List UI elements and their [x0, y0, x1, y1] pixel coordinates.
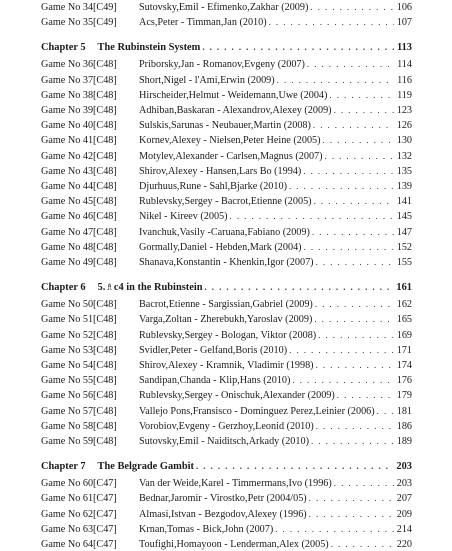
- game-title: Toufighi,Homayoon - Lenderman,Alex (2005): [139, 539, 329, 550]
- page-number: 214: [396, 523, 412, 535]
- eco-code: [C48]: [93, 89, 117, 101]
- game-entry: [41, 1, 412, 13]
- game-entry: [41, 241, 412, 253]
- eco-code: [C48]: [93, 74, 117, 86]
- game-number: Game No 58: [41, 420, 94, 432]
- game-number: Game No 44: [41, 181, 94, 192]
- page-number: 203: [396, 461, 412, 473]
- game-title: Nikel - Kireev (2005): [139, 211, 228, 223]
- chapter-heading: [41, 41, 412, 53]
- game-entry: [41, 420, 412, 432]
- game-number: Game No 60: [41, 478, 94, 490]
- page-number: 181: [396, 405, 412, 417]
- page-number: 161: [396, 282, 412, 294]
- game-title: Sutovsky,Emil - Efimenko,Zakhar (2009): [139, 2, 309, 13]
- game-entry: [41, 492, 412, 504]
- page-number: 126: [396, 120, 412, 132]
- game-title: Sulskis,Sarunas - Neubauer,Martin (2008): [139, 120, 311, 132]
- game-number: Game No 57: [41, 405, 94, 417]
- game-title: Rublevsky,Sergey - Onischuk,Alexander (2009): [139, 390, 335, 402]
- game-number: Game No 62: [41, 508, 94, 520]
- page-number: 203: [396, 478, 412, 490]
- leader-dots: [315, 298, 394, 310]
- eco-code: [C49]: [93, 17, 117, 29]
- eco-code: [C47]: [93, 493, 117, 505]
- game-number: Game No 52: [41, 329, 94, 341]
- game-number: Game No 34: [41, 2, 94, 13]
- game-entry: [41, 195, 412, 207]
- eco-code: [C48]: [93, 299, 117, 311]
- page-number: 116: [397, 74, 412, 86]
- page-number: 220: [396, 539, 412, 550]
- leader-dots: [312, 226, 394, 238]
- chapter-heading: [41, 460, 412, 472]
- game-number: Game No 37: [41, 74, 94, 86]
- eco-code: [C48]: [93, 257, 117, 268]
- game-entry: [41, 538, 412, 550]
- leader-dots: [289, 180, 394, 192]
- leader-dots: [334, 104, 394, 116]
- chapter-title: 5.♗c4 in the Rubinstein: [97, 282, 203, 294]
- leader-dots: [323, 134, 394, 146]
- eco-code: [C48]: [93, 105, 117, 116]
- leader-dots: [309, 508, 394, 520]
- game-entry: [41, 344, 412, 356]
- game-entry: [41, 165, 412, 177]
- eco-code: [C48]: [93, 120, 117, 132]
- game-entry: [41, 89, 412, 101]
- chapter-title: The Belgrade Gambit: [97, 461, 194, 473]
- game-number: Game No 36: [41, 59, 94, 71]
- eco-code: [C48]: [93, 329, 117, 341]
- game-number: Game No 64: [41, 539, 94, 550]
- game-title: Djurhuus,Rune - Sahl,Bjarke (2010): [139, 181, 287, 192]
- page-number: 141: [396, 196, 412, 208]
- page-number: 176: [396, 375, 412, 387]
- game-number: Game No 35: [41, 17, 94, 29]
- leader-dots: [377, 405, 394, 417]
- page-number: 155: [396, 257, 412, 268]
- game-title: Acs,Peter - Timman,Jan (2010): [139, 17, 267, 29]
- eco-code: [C48]: [93, 150, 117, 162]
- leader-dots: [316, 420, 394, 432]
- eco-code: [C48]: [93, 165, 117, 177]
- game-number: Game No 49: [41, 257, 94, 268]
- game-title: Sutovsky,Emil - Naiditsch,Arkady (2010): [139, 436, 309, 447]
- game-title: Vallejo Pons,Fransisco - Dominguez Perez,Leinier (2006): [139, 405, 375, 417]
- leader-dots: [331, 538, 394, 550]
- game-title: Vorobiov,Evgeny - Gerzhoy,Leonid (2010): [139, 420, 314, 432]
- game-entry: [41, 313, 412, 325]
- game-number: Game No 50: [41, 299, 94, 311]
- page-number: 171: [396, 344, 412, 356]
- eco-code: [C48]: [93, 241, 117, 253]
- game-title: Short,Nigel - l'Ami,Erwin (2009): [139, 74, 275, 86]
- leader-dots: [196, 460, 393, 472]
- game-title: Ivanchuk,Vasily -Caruana,Fabiano (2009): [139, 226, 310, 238]
- eco-code: [C48]: [93, 360, 117, 371]
- game-number: Game No 63: [41, 523, 94, 535]
- page-number: 114: [397, 59, 412, 71]
- page-number: 179: [396, 390, 412, 402]
- page-number: 169: [396, 329, 412, 341]
- eco-code: [C47]: [93, 478, 117, 490]
- eco-code: [C48]: [93, 420, 117, 432]
- game-number: Game No 47: [41, 226, 94, 238]
- eco-code: [C47]: [93, 539, 117, 550]
- game-title: Van der Weide,Karel - Timmermans,Ivo (1996): [139, 478, 332, 490]
- game-title: Svidler,Peter - Gelfand,Boris (2010): [139, 344, 288, 356]
- game-title: Motylev,Alexander - Carlsen,Magnus (2007): [139, 150, 323, 162]
- eco-code: [C48]: [93, 375, 117, 387]
- eco-code: [C47]: [93, 523, 117, 535]
- game-entry: [41, 150, 412, 162]
- leader-dots: [337, 389, 394, 401]
- page-number: 139: [396, 181, 412, 192]
- page-number: 130: [396, 135, 412, 147]
- game-title: Gormally,Daniel - Hebden,Mark (2004): [139, 241, 302, 253]
- game-number: Game No 53: [41, 344, 94, 356]
- page-number: 145: [396, 211, 412, 223]
- game-entry: [41, 134, 412, 146]
- leader-dots: [316, 359, 394, 371]
- eco-code: [C48]: [93, 344, 117, 356]
- leader-dots: [310, 1, 393, 13]
- game-number: Game No 39: [41, 105, 94, 116]
- game-title: Shirov,Alexey - Hansen,Lars Bo (1994): [139, 165, 302, 177]
- chapter-title: The Rubinstein System: [97, 42, 201, 54]
- page-number: 132: [396, 150, 412, 162]
- game-entry: [41, 389, 412, 401]
- page-number: 209: [396, 508, 412, 520]
- game-number: Game No 46: [41, 211, 94, 223]
- game-number: Game No 59: [41, 436, 94, 447]
- game-entry: [41, 329, 412, 341]
- game-entry: [41, 374, 412, 386]
- chapter-heading: [41, 281, 412, 293]
- game-entry: [41, 58, 412, 70]
- game-title: Rublevsky,Sergey - Bacrot,Etienne (2005): [139, 196, 312, 208]
- page-number: 107: [396, 17, 412, 29]
- game-title: Bacrot,Etienne - Sargissian,Gabriel (2009): [139, 299, 313, 311]
- game-entry: [41, 16, 412, 28]
- game-entry: [41, 226, 412, 238]
- game-title: Bednar,Jaromir - Virostko,Petr (2004/05): [139, 493, 307, 505]
- leader-dots: [318, 329, 394, 341]
- eco-code: [C48]: [93, 59, 117, 71]
- leader-dots: [314, 313, 393, 325]
- eco-code: [C48]: [93, 405, 117, 417]
- leader-dots: [303, 165, 393, 177]
- leader-dots: [289, 344, 394, 356]
- game-entry: [41, 119, 412, 131]
- game-title: Sandipan,Chanda - Klip,Hans (2010): [139, 375, 291, 387]
- leader-dots: [307, 58, 394, 70]
- game-number: Game No 61: [41, 493, 94, 505]
- game-number: Game No 48: [41, 241, 94, 253]
- page-number: 152: [396, 241, 412, 253]
- game-entry: [41, 74, 412, 86]
- game-title: Varga,Zoltan - Zherebukh,Yaroslav (2009): [139, 314, 313, 326]
- eco-code: [C48]: [93, 226, 117, 238]
- game-entry: [41, 298, 412, 310]
- chapter-number: Chapter 7: [41, 461, 86, 473]
- leader-dots: [325, 150, 394, 162]
- game-title: Rublevsky,Sergey - Bologan, Viktor (2008): [139, 329, 317, 341]
- leader-dots: [314, 195, 394, 207]
- game-number: Game No 56: [41, 390, 94, 402]
- eco-code: [C49]: [93, 2, 117, 13]
- leader-dots: [304, 241, 394, 253]
- game-number: Game No 51: [41, 314, 94, 326]
- chapter-number: Chapter 5: [41, 42, 86, 54]
- page-number: 119: [397, 89, 412, 101]
- game-entry: [41, 256, 412, 268]
- leader-dots: [311, 435, 394, 447]
- game-title: Shirov,Alexey - Kramnik, Vladimir (1998): [139, 360, 314, 371]
- eco-code: [C48]: [93, 196, 117, 208]
- leader-dots: [313, 119, 394, 131]
- game-entry: [41, 405, 412, 417]
- eco-code: [C48]: [93, 135, 117, 147]
- game-number: Game No 40: [41, 120, 94, 132]
- page-number: 165: [396, 314, 412, 326]
- game-entry: [41, 359, 412, 371]
- game-entry: [41, 523, 412, 535]
- game-number: Game No 54: [41, 360, 94, 371]
- game-number: Game No 43: [41, 165, 94, 177]
- game-entry: [41, 435, 412, 447]
- chapter-number: Chapter 6: [41, 282, 86, 294]
- game-entry: [41, 508, 412, 520]
- eco-code: [C48]: [93, 211, 117, 223]
- page-number: 189: [396, 436, 412, 447]
- page-number: 147: [396, 226, 412, 238]
- page-number: 186: [396, 420, 412, 432]
- game-number: Game No 41: [41, 135, 94, 147]
- leader-dots: [277, 74, 394, 86]
- leader-dots: [269, 16, 394, 28]
- game-title: Kornev,Alexey - Nielsen,Peter Heine (2005): [139, 135, 321, 147]
- page-number: 162: [396, 299, 412, 311]
- game-title: Almasi,Istvan - Bezgodov,Alexey (1996): [139, 508, 307, 520]
- leader-dots: [334, 477, 394, 489]
- game-entry: [41, 180, 412, 192]
- game-number: Game No 42: [41, 150, 94, 162]
- leader-dots: [205, 281, 394, 293]
- leader-dots: [292, 374, 393, 386]
- eco-code: [C47]: [93, 508, 117, 520]
- page-number: 106: [396, 2, 412, 13]
- leader-dots: [316, 256, 394, 268]
- game-entry: [41, 104, 412, 116]
- eco-code: [C48]: [93, 436, 117, 447]
- eco-code: [C48]: [93, 314, 117, 326]
- page-number: 207: [396, 493, 412, 505]
- leader-dots: [275, 523, 393, 535]
- game-number: Game No 55: [41, 375, 94, 387]
- page-number: 174: [396, 360, 412, 371]
- game-title: Priborsky,Jan - Romanov,Evgeny (2007): [139, 59, 305, 71]
- page-number: 135: [396, 165, 412, 177]
- page-number: 113: [396, 42, 412, 54]
- game-entry: [41, 477, 412, 489]
- page-number: 123: [396, 105, 412, 116]
- game-title: Adhiban,Baskaran - Alexandrov,Alexey (2009): [139, 105, 332, 116]
- leader-dots: [230, 210, 394, 222]
- game-title: Krnan,Tomas - Bick,John (2007): [139, 523, 274, 535]
- leader-dots: [329, 89, 394, 101]
- eco-code: [C48]: [93, 181, 117, 192]
- game-title: Hirscheider,Helmut - Weidemann,Uwe (2004): [139, 89, 328, 101]
- leader-dots: [309, 492, 394, 504]
- game-number: Game No 38: [41, 89, 94, 101]
- game-number: Game No 45: [41, 196, 94, 208]
- game-entry: [41, 210, 412, 222]
- bishop-icon: ♗: [105, 282, 114, 294]
- eco-code: [C48]: [93, 390, 117, 402]
- leader-dots: [202, 41, 394, 53]
- game-title: Shanava,Konstantin - Khenkin,Igor (2007): [139, 257, 314, 268]
